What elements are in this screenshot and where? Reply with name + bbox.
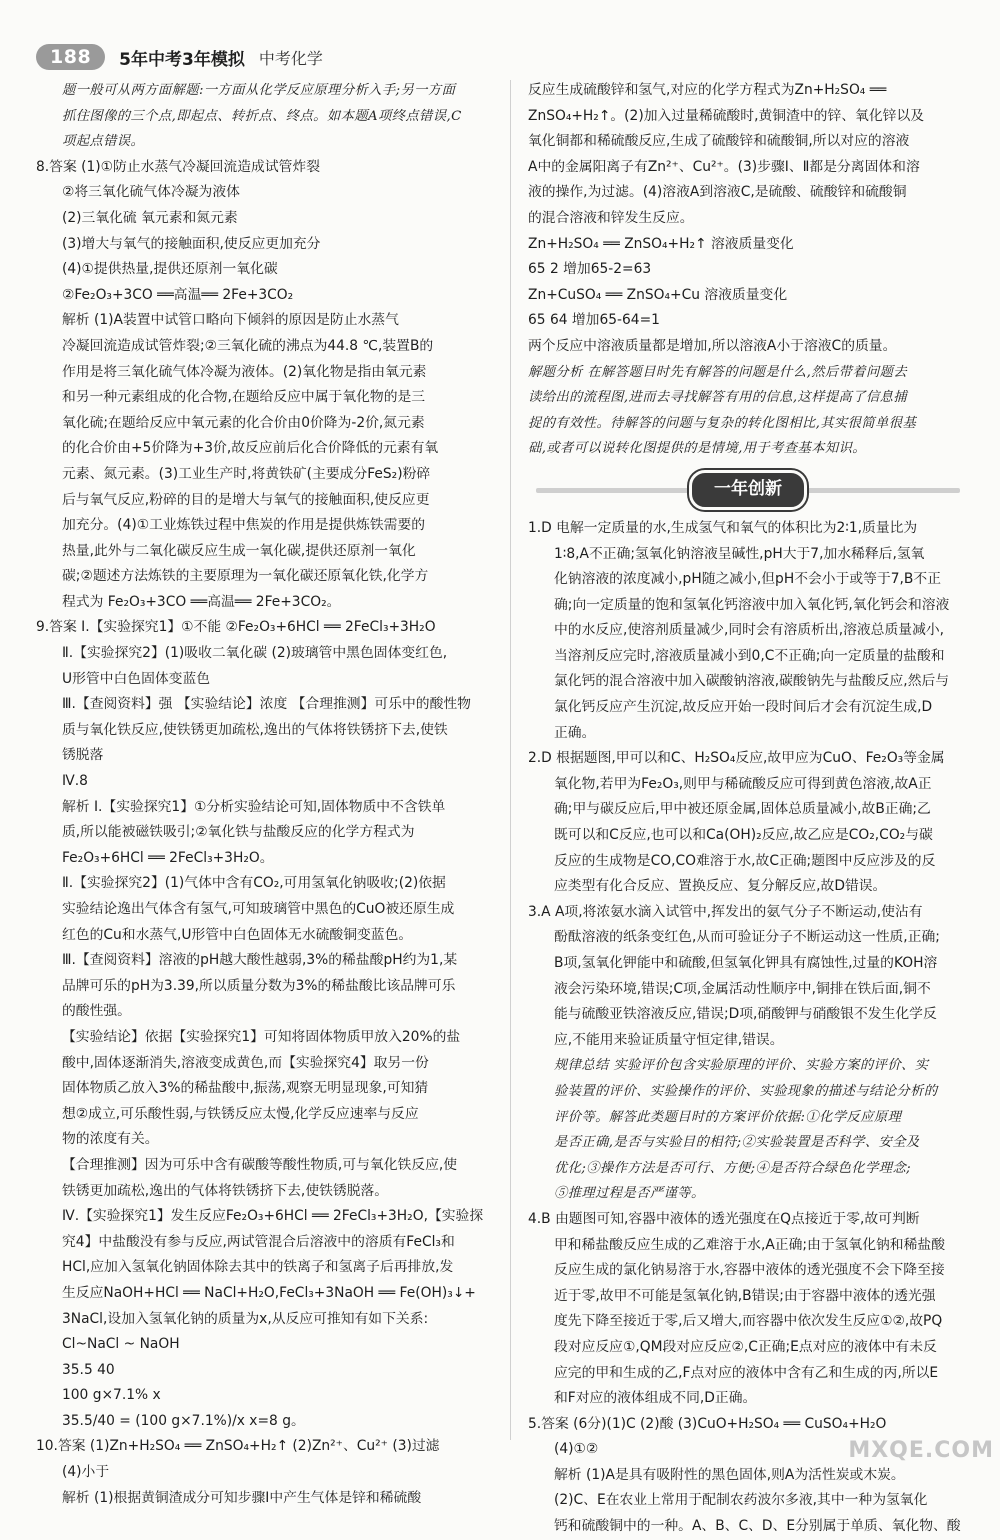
text-line: 的酸性强。	[62, 1003, 131, 1020]
text-line: 反应的生成物是CO,CO难溶于水,故C正确;题图中反应涉及的反	[554, 852, 936, 869]
text-line: 题一般可从两方面解题:一方面从化学反应原理分析入手;另一方面	[62, 83, 456, 98]
text-line: 和另一种元素组成的化合物,在题给反应中属于氧化物的是三	[62, 389, 426, 406]
text-line: (2)三氧化硫 氧元素和氮元素	[62, 209, 238, 226]
text-line: (3)增大与氧气的接触面积,使反应更加充分	[62, 235, 321, 252]
text-line: 后与氧气反应,粉碎的目的是增大与氧气的接触面积,使反应更	[62, 491, 430, 508]
text-line: 酸中,固体逐渐消失,溶液变成黄色,而【实验探究4】取另一份	[62, 1054, 429, 1071]
text-line: 质,所以能被磁铁吸引;②氧化铁与盐酸反应的化学方程式为	[62, 824, 415, 841]
text-line: 1∶8,A不正确;氢氧化钠溶液呈碱性,pH大于7,加水稀释后,氢氧	[554, 545, 925, 562]
text-line: 段对应反应①,QM段对应反应②,C正确;E点对应的液体中有未反	[554, 1338, 937, 1355]
text-line: 品牌可乐的pH为3.39,所以质量分数为3%的稀盐酸比该品牌可乐	[62, 977, 456, 994]
text-line: B项,氢氧化钾能中和硫酸,但氢氧化钾具有腐蚀性,过量的KOH溶	[554, 955, 938, 971]
text-line: A中的金属阳离子有Zn²⁺、Cu²⁺。(3)步骤Ⅰ、Ⅱ都是分离固体和溶	[528, 158, 920, 175]
text-line: ⑤推理过程是否严谨等。	[554, 1186, 705, 1202]
text-line: 锈脱落	[62, 747, 104, 764]
text-line: (4)①提供热量,提供还原剂一氧化碳	[62, 261, 278, 278]
left-column	[36, 78, 496, 1511]
text-line: 解析 (1)根据黄铜渣成分可知步骤Ⅰ中产生气体是锌和稀硫酸	[62, 1489, 422, 1506]
text-line: ②将三氧化硫气体冷凝为液体	[62, 184, 240, 201]
text-line: 1.D 电解一定质量的水,生成氢气和氧气的体积比为2∶1,质量比为	[528, 519, 918, 536]
text-line: Cl~NaCl ~ NaOH	[62, 1336, 180, 1353]
book-title: 5年中考3年模拟	[119, 49, 245, 70]
text-line: 生反应NaOH+HCl ══ NaCl+H₂O,FeCl₃+3NaOH ══ Fe(OH)₃↓+	[62, 1284, 476, 1301]
text-line: 捉的有效性。待解答的问题与复杂的转化图相比,其实很简单很基	[528, 415, 917, 431]
text-line: (4)①②	[554, 1441, 599, 1458]
text-line: Zn+H₂SO₄ ══ ZnSO₄+H₂↑ 溶液质量变化	[528, 235, 794, 252]
text-line: 加充分。(4)①工业炼铁过程中焦炭的作用是提供炼铁需要的	[62, 517, 426, 534]
text-line: 解析 Ⅰ.【实验探究1】①分析实验结论可知,固体物质中不含铁单	[62, 798, 446, 815]
text-line: 两个反应中溶液质量都是增加,所以溶液A小于溶液C的质量。	[528, 337, 897, 354]
text-line: 氯化钙的混合溶液中加入碳酸钠溶液,碳酸钠先与盐酸反应,然后与	[554, 673, 950, 690]
text-line: 红色的Cu和水蒸气,U形管中白色固体无水硫酸铜变蓝色。	[62, 926, 413, 943]
watermark-logo: MXQE.COM	[848, 1438, 994, 1463]
text-line: 优化;③操作方法是否可行、方便;④是否符合绿色化学理念;	[554, 1160, 912, 1176]
text-line: (4)小于	[62, 1464, 110, 1481]
text-line: 质与氧化铁反应,使铁锈更加疏松,逸出的气体将铁锈挤下去,使铁	[62, 721, 448, 738]
text-line: 5.答案 (6分)(1)C (2)酸 (3)CuO+H₂SO₄ ══ CuSO₄+H₂O	[528, 1415, 887, 1432]
text-line: 是否正确,是否与实验目的相符;②实验装置是否科学、安全及	[554, 1135, 920, 1151]
text-line: 确;甲与碳反应后,甲中被还原金属,固体总质量减小,故B正确;乙	[554, 801, 931, 818]
text-line: 应类型有化合反应、置换反应、复分解反应,故D错误。	[554, 878, 887, 895]
column-divider	[510, 80, 511, 1440]
text-line: 8.答案 (1)①防止水蒸气冷凝回流造成试管炸裂	[36, 158, 321, 175]
text-line: 和F对应的液体组成不同,D正确。	[554, 1390, 757, 1407]
text-line: 验装置的评价、实验操作的评价、实验现象的描述与结论分析的	[554, 1083, 938, 1099]
text-line: (2)C、E在农业上常用于配制农药波尔多液,其中一种为氢氧化	[554, 1492, 928, 1509]
text-line: 65 64 增加65-64=1	[528, 312, 660, 329]
text-line: 【合理推测】因为可乐中含有碳酸等酸性物质,可与氧化铁反应,使	[62, 1156, 458, 1173]
text-line: U形管中白色固体变蓝色	[62, 670, 211, 687]
right-top-block	[528, 78, 968, 462]
text-line: 能与硫酸亚铁溶液反应,错误;D项,硝酸钾与硝酸银不发生化学反	[554, 1006, 937, 1023]
text-line: 规律总结 实验评价包含实验原理的评价、实验方案的评价、实	[554, 1058, 929, 1074]
text-line: 项起点错误。	[62, 134, 145, 150]
text-line: 【实验结论】依据【实验探究1】可知将固体物质甲放入20%的盐	[62, 1028, 461, 1045]
text-line: Ⅱ.【实验探究2】(1)吸收二氧化碳 (2)玻璃管中黑色固体变红色,	[62, 645, 448, 662]
text-line: 应,不能用来验证质量守恒定律,错误。	[554, 1031, 784, 1048]
right-column	[528, 78, 968, 1540]
text-line: 冷凝回流造成试管炸裂;②三氧化硫的沸点为44.8 ℃,装置B的	[62, 337, 434, 354]
text-line: 的混合溶液和锌发生反应。	[528, 209, 694, 226]
text-line: 液会污染环境,错误;C项,金属活动性顺序中,铜排在铁后面,铜不	[554, 980, 931, 997]
text-line: 既可以和C反应,也可以和Ca(OH)₂反应,故乙应是CO₂,CO₂与碳	[554, 827, 933, 844]
text-line: 究4】中盐酸没有参与反应,两试管混合后溶液中的溶质有FeCl₃和	[62, 1233, 455, 1250]
text-line: 碳;②题述方法炼铁的主要原理为一氧化碳还原氧化铁,化学方	[62, 568, 429, 585]
text-line: 10.答案 (1)Zn+H₂SO₄ ══ ZnSO₄+H₂↑ (2)Zn²⁺、Cu²⁺ (3)过滤	[36, 1438, 440, 1455]
text-line: 解析 (1)A是具有吸附性的黑色固体,则A为活性炭或木炭。	[554, 1466, 905, 1483]
text-line: 9.答案 Ⅰ.【实验探究1】①不能 ②Fe₂O₃+6HCl ══ 2FeCl₃+3H₂O	[36, 619, 436, 636]
subject-label: 中考化学	[258, 48, 323, 68]
page-header	[36, 42, 323, 72]
right-bottom-block	[528, 516, 968, 1540]
text-line: Zn+CuSO₄ ══ ZnSO₄+Cu 溶液质量变化	[528, 286, 788, 303]
text-line: HCl,应加入氢氧化钠固体除去其中的铁离子和氢离子后再排放,发	[62, 1259, 454, 1276]
text-line: 正确。	[554, 724, 596, 741]
text-line: 解题分析 在解答题目时先有解答的问题是什么,然后带着问题去	[528, 364, 908, 380]
text-line: 固体物质乙放入3%的稀盐酸中,振荡,观察无明显现象,可知猜	[62, 1080, 429, 1097]
text-line: 抓住图像的三个点,即起点、转折点、终点。如本题A项终点错误,C	[62, 108, 462, 124]
text-line: 100 g×7.1% x	[62, 1387, 161, 1404]
text-line: 当溶剂反应完时,溶液质量减小到0,C不正确;向一定质量的盐酸和	[554, 647, 945, 664]
text-line: 35.5/40 = (100 g×7.1%)/x x=8 g。	[62, 1412, 305, 1429]
text-line: 近于零,故甲不可能是氢氧化钠,B错误;由于容器中液体的透光强	[554, 1287, 936, 1304]
text-line: 应完的甲和生成的乙,F点对应的液体中含有乙和生成的丙,所以E	[554, 1364, 939, 1381]
text-line: 2.D 根据题图,甲可以和C、H₂SO₄反应,故甲应为CuO、Fe₂O₃等金属	[528, 750, 945, 767]
text-line: 度先下降至接近于零,后又增大,而容器中依次发生反应①②,故PQ	[554, 1313, 943, 1330]
text-line: 铁锈更加疏松,逸出的气体将铁锈挤下去,使铁锈脱落。	[62, 1182, 389, 1199]
text-line: 酚酞溶液的纸条变红色,从而可验证分子不断运动这一性质,正确;	[554, 929, 940, 946]
text-line: 实验结论逸出气体含有氢气,可知玻璃管中黑色的CuO被还原生成	[62, 901, 455, 917]
text-line: ②Fe₂O₃+3CO ══高温══ 2Fe+3CO₂	[62, 286, 294, 303]
text-line: 确;向一定质量的饱和氢氧化钙溶液中加入氧化钙,氧化钙会和溶液	[554, 596, 950, 613]
section-title: 一年创新	[689, 470, 807, 510]
text-line: 解析 (1)A装置中试管口略向下倾斜的原因是防止水蒸气	[62, 312, 399, 329]
text-line: Ⅲ.【查阅资料】强 【实验结论】浓度 【合理推测】可乐中的酸性物	[62, 696, 471, 713]
page-number: 188	[36, 44, 105, 70]
text-line: 氧化硫;在题给反应中氧元素的化合价由0价降为-2价,氮元素	[62, 414, 425, 431]
text-line: Ⅳ.【实验探究1】发生反应Fe₂O₃+6HCl ══ 2FeCl₃+3H₂O,【实验探	[62, 1208, 484, 1225]
text-line: Ⅲ.【查阅资料】溶液的pH越大酸性越弱,3%的稀盐酸pH约为1,某	[62, 952, 458, 969]
text-line: 的化合价由+5价降为+3价,故反应前后化合价降低的元素有氧	[62, 440, 439, 457]
text-line: 35.5 40	[62, 1361, 115, 1378]
text-line: 中的水反应,使溶剂质量减少,同时会有溶质析出,溶液总质量减小,	[554, 622, 945, 639]
text-line: 氧化铜都和稀硫酸反应,生成了硫酸锌和硫酸铜,所以对应的溶液	[528, 133, 910, 150]
text-line: 65 2 增加65-2=63	[528, 261, 652, 278]
text-line: Ⅱ.【实验探究2】(1)气体中含有CO₂,可用氢氧化钠吸收;(2)依据	[62, 875, 446, 892]
text-line: 础,或者可以说转化图提供的是情境,用于考查基本知识。	[528, 441, 866, 457]
text-line: 反应生成的氯化钠易溶于水,容器中液体的透光强度不会下降至接	[554, 1262, 945, 1279]
text-line: 程式为 Fe₂O₃+3CO ══高温══ 2Fe+3CO₂。	[62, 593, 341, 610]
text-line: 热量,此外与二氧化碳反应生成一氧化碳,提供还原剂一氧化	[62, 542, 416, 559]
text-line: 想②成立,可乐酸性弱,与铁锈反应太慢,化学反应速率与反应	[62, 1105, 419, 1122]
text-line: 物的浓度有关。	[62, 1131, 159, 1148]
text-line: 化钠溶液的浓度减小,pH随之减小,但pH不会小于或等于7,B不正	[554, 571, 941, 588]
section-banner	[528, 472, 968, 508]
text-line: 元素、氮元素。(3)工业生产时,将黄铁矿(主要成分FeS₂)粉碎	[62, 465, 431, 482]
text-line: ZnSO₄+H₂↑。(2)加入过量稀硫酸时,黄铜渣中的锌、氧化锌以及	[528, 107, 925, 124]
text-line: 氧化物,若甲为Fe₂O₃,则甲与稀硫酸反应可得到黄色溶液,故A正	[554, 775, 932, 792]
text-line: 评价等。解答此类题目时的方案评价依据:①化学反应原理	[554, 1109, 902, 1125]
text-line: 反应生成硫酸锌和氢气,对应的化学方程式为Zn+H₂SO₄ ══	[528, 82, 887, 98]
text-line: Fe₂O₃+6HCl ══ 2FeCl₃+3H₂O。	[62, 849, 274, 866]
text-line: 4.B 由题图可知,容器中液体的透光强度在Q点接近于零,故可判断	[528, 1210, 920, 1227]
text-line: 氯化钙反应产生沉淀,故反应开始一段时间后才会有沉淀生成,D	[554, 699, 933, 716]
text-line: 3NaCl,设加入氢氧化钠的质量为x,从反应可推知有如下关系:	[62, 1310, 429, 1327]
text-line: 液的操作,为过滤。(4)溶液A到溶液C,是硫酸、硫酸锌和硫酸铜	[528, 184, 907, 201]
text-line: 作用是将三氧化硫气体冷凝为液体。(2)氧化物是指由氧元素	[62, 363, 427, 380]
text-line: 3.A A项,将浓氨水滴入试管中,挥发出的氨气分子不断运动,使沾有	[528, 903, 923, 920]
text-line: 读给出的流程图,进而去寻找解答有用的信息,这样提高了信息捕	[528, 390, 908, 406]
text-line: 甲和稀盐酸反应生成的乙难溶于水,A正确;由于氢氧化钠和稀盐酸	[554, 1236, 945, 1253]
text-line: Ⅳ.8	[62, 773, 88, 790]
text-line: 钙和硫酸铜中的一种。A、B、C、D、E分别属于单质、氧化物、酸	[554, 1518, 961, 1535]
